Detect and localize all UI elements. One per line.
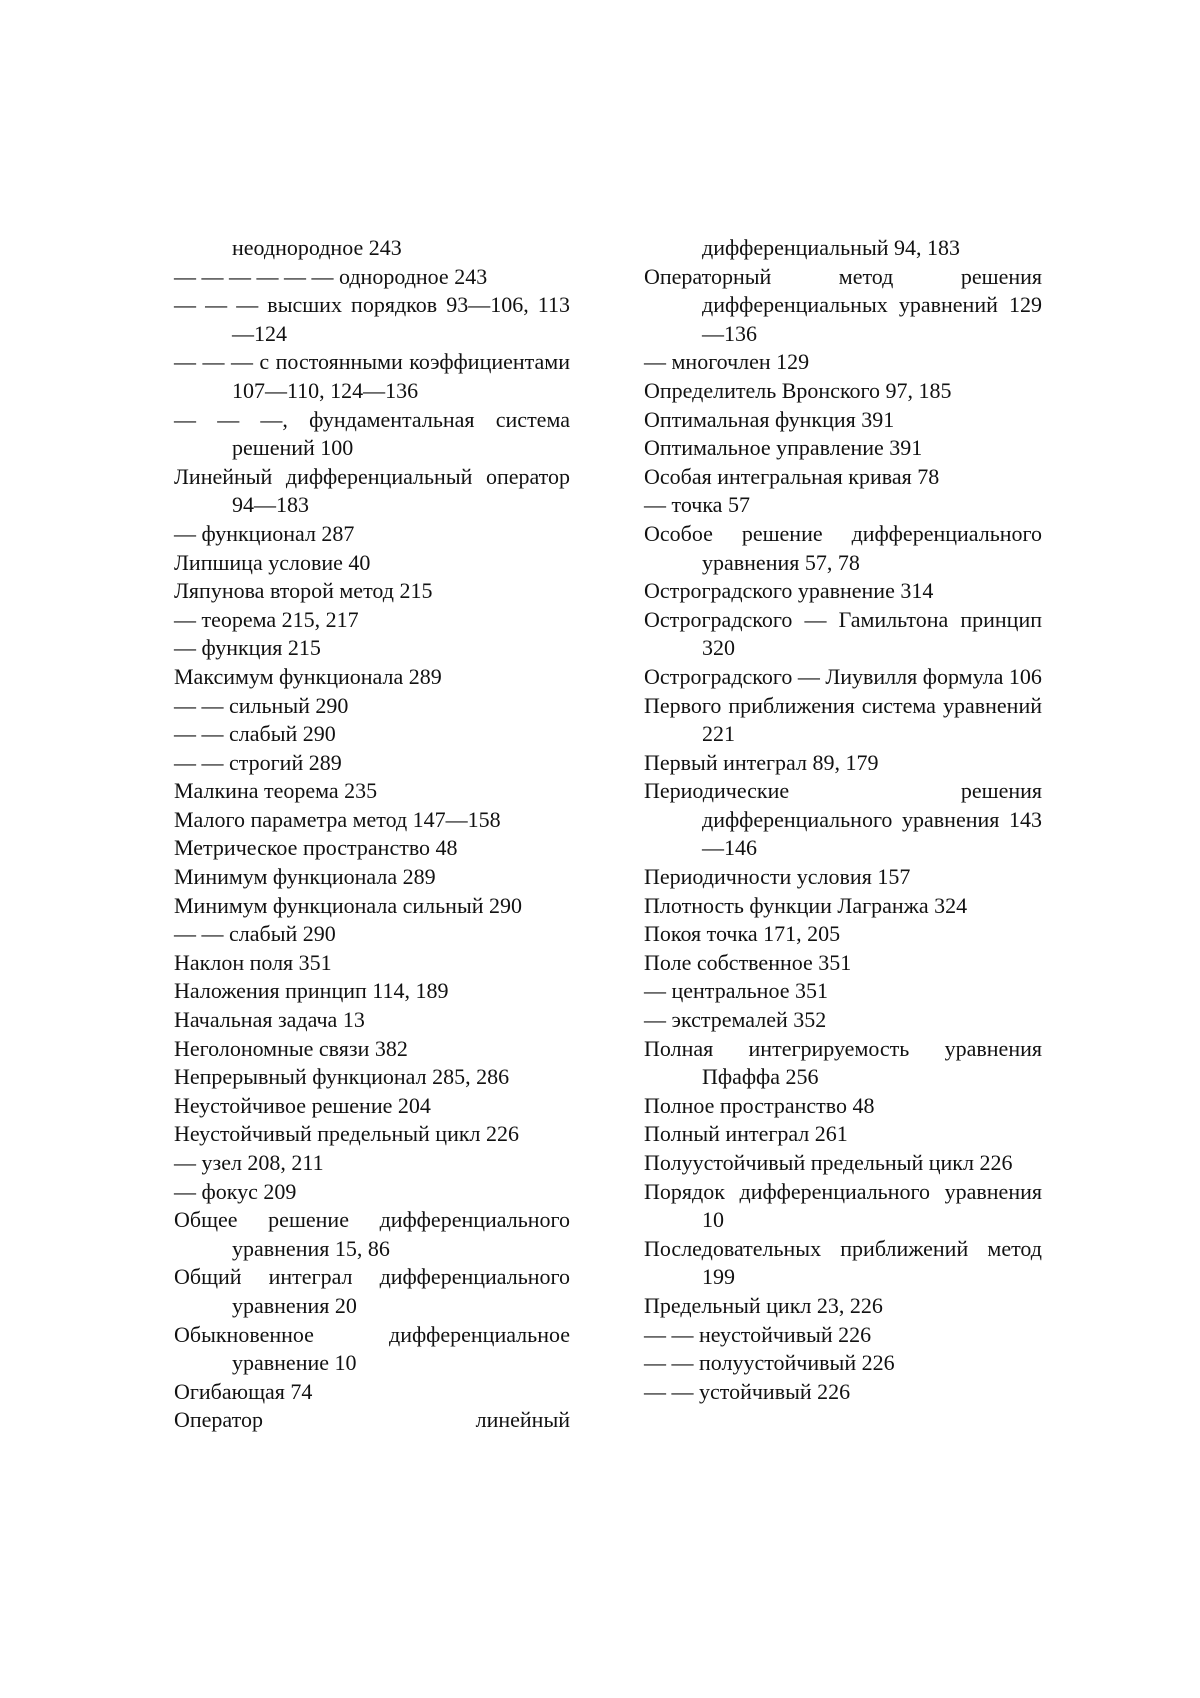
index-entry: Периодичности условия 157 (644, 863, 1042, 892)
index-entry: Полная интегрируемость уравнения Пфаффа 256 (644, 1035, 1042, 1092)
index-entry: — — —, фундаментальная система решений 100 (174, 406, 570, 463)
index-entry: Неустойчивый предельный цикл 226 (174, 1120, 570, 1149)
index-entry: неоднородное 243 (174, 234, 570, 263)
index-entry: Первого приближения система уравнений 221 (644, 692, 1042, 749)
index-entry: Остроградского уравнение 314 (644, 577, 1042, 606)
index-column-left (174, 234, 570, 1435)
index-entry: Особая интегральная кривая 78 (644, 463, 1042, 492)
index-entry: — фокус 209 (174, 1178, 570, 1207)
index-entry: Начальная задача 13 (174, 1006, 570, 1035)
index-column-right (644, 234, 1042, 1406)
index-entry: — теорема 215, 217 (174, 606, 570, 635)
index-entry: Липшица условие 40 (174, 549, 570, 578)
index-entry: Особое решение дифференциального уравнения 57, 78 (644, 520, 1042, 577)
index-entry: — — полуустойчивый 226 (644, 1349, 1042, 1378)
index-entry: Определитель Вронского 97, 185 (644, 377, 1042, 406)
index-entry: Порядок дифференциального уравнения 10 (644, 1178, 1042, 1235)
index-entry: Остроградского — Гамильтона принцип 320 (644, 606, 1042, 663)
index-entry: Линейный дифференциальный оператор 94—183 (174, 463, 570, 520)
index-entry: Минимум функционала сильный 290 (174, 892, 570, 921)
index-entry: — экстремалей 352 (644, 1006, 1042, 1035)
index-entry: Оптимальная функция 391 (644, 406, 1042, 435)
index-entry: Обыкновенное дифференциальное уравнение 10 (174, 1321, 570, 1378)
index-entry: — — — с постоянными коэффициентами 107—110, 124—136 (174, 348, 570, 405)
index-entry: Остроградского — Лиувилля формула 106 (644, 663, 1042, 692)
index-entry: Полный интеграл 261 (644, 1120, 1042, 1149)
index-entry: — центральное 351 (644, 977, 1042, 1006)
index-entry: Максимум функционала 289 (174, 663, 570, 692)
index-entry: — функционал 287 (174, 520, 570, 549)
index-entry: — узел 208, 211 (174, 1149, 570, 1178)
index-entry: — — устойчивый 226 (644, 1378, 1042, 1407)
index-entry: Оператор линейный (174, 1406, 570, 1435)
index-entry: Периодические решения дифференциального уравнения 143—146 (644, 777, 1042, 863)
index-entry: — функция 215 (174, 634, 570, 663)
index-entry: — многочлен 129 (644, 348, 1042, 377)
index-entry: Первый интеграл 89, 179 (644, 749, 1042, 778)
index-entry: Общее решение дифференциального уравнения 15, 86 (174, 1206, 570, 1263)
index-entry: — — слабый 290 (174, 720, 570, 749)
index-entry: Операторный метод решения дифференциальных уравнений 129—136 (644, 263, 1042, 349)
index-entry: Наложения принцип 114, 189 (174, 977, 570, 1006)
index-entry: Полуустойчивый предельный цикл 226 (644, 1149, 1042, 1178)
index-entry: Неголономные связи 382 (174, 1035, 570, 1064)
index-entry: — — — высших порядков 93—106, 113—124 (174, 291, 570, 348)
index-page (0, 0, 1200, 1698)
index-entry: Малкина теорема 235 (174, 777, 570, 806)
index-entry: Ляпунова второй метод 215 (174, 577, 570, 606)
index-entry: Непрерывный функционал 285, 286 (174, 1063, 570, 1092)
index-entry: Оптимальное управление 391 (644, 434, 1042, 463)
index-entry: Последовательных приближений метод 199 (644, 1235, 1042, 1292)
index-entry: Наклон поля 351 (174, 949, 570, 978)
index-entry: Полное пространство 48 (644, 1092, 1042, 1121)
index-entry: Неустойчивое решение 204 (174, 1092, 570, 1121)
index-entry: — точка 57 (644, 491, 1042, 520)
index-entry: Предельный цикл 23, 226 (644, 1292, 1042, 1321)
index-entry: Поле собственное 351 (644, 949, 1042, 978)
index-entry: Метрическое пространство 48 (174, 834, 570, 863)
index-entry: — — неустойчивый 226 (644, 1321, 1042, 1350)
index-entry: — — — — — — однородное 243 (174, 263, 570, 292)
index-entry: — — сильный 290 (174, 692, 570, 721)
index-entry: — — строгий 289 (174, 749, 570, 778)
index-entry: Минимум функционала 289 (174, 863, 570, 892)
index-entry: Покоя точка 171, 205 (644, 920, 1042, 949)
index-entry: — — слабый 290 (174, 920, 570, 949)
index-entry: Общий интеграл дифференциального уравнения 20 (174, 1263, 570, 1320)
index-entry: Огибающая 74 (174, 1378, 570, 1407)
index-entry: Малого параметра метод 147—158 (174, 806, 570, 835)
index-entry: дифференциальный 94, 183 (644, 234, 1042, 263)
index-entry: Плотность функции Лагранжа 324 (644, 892, 1042, 921)
